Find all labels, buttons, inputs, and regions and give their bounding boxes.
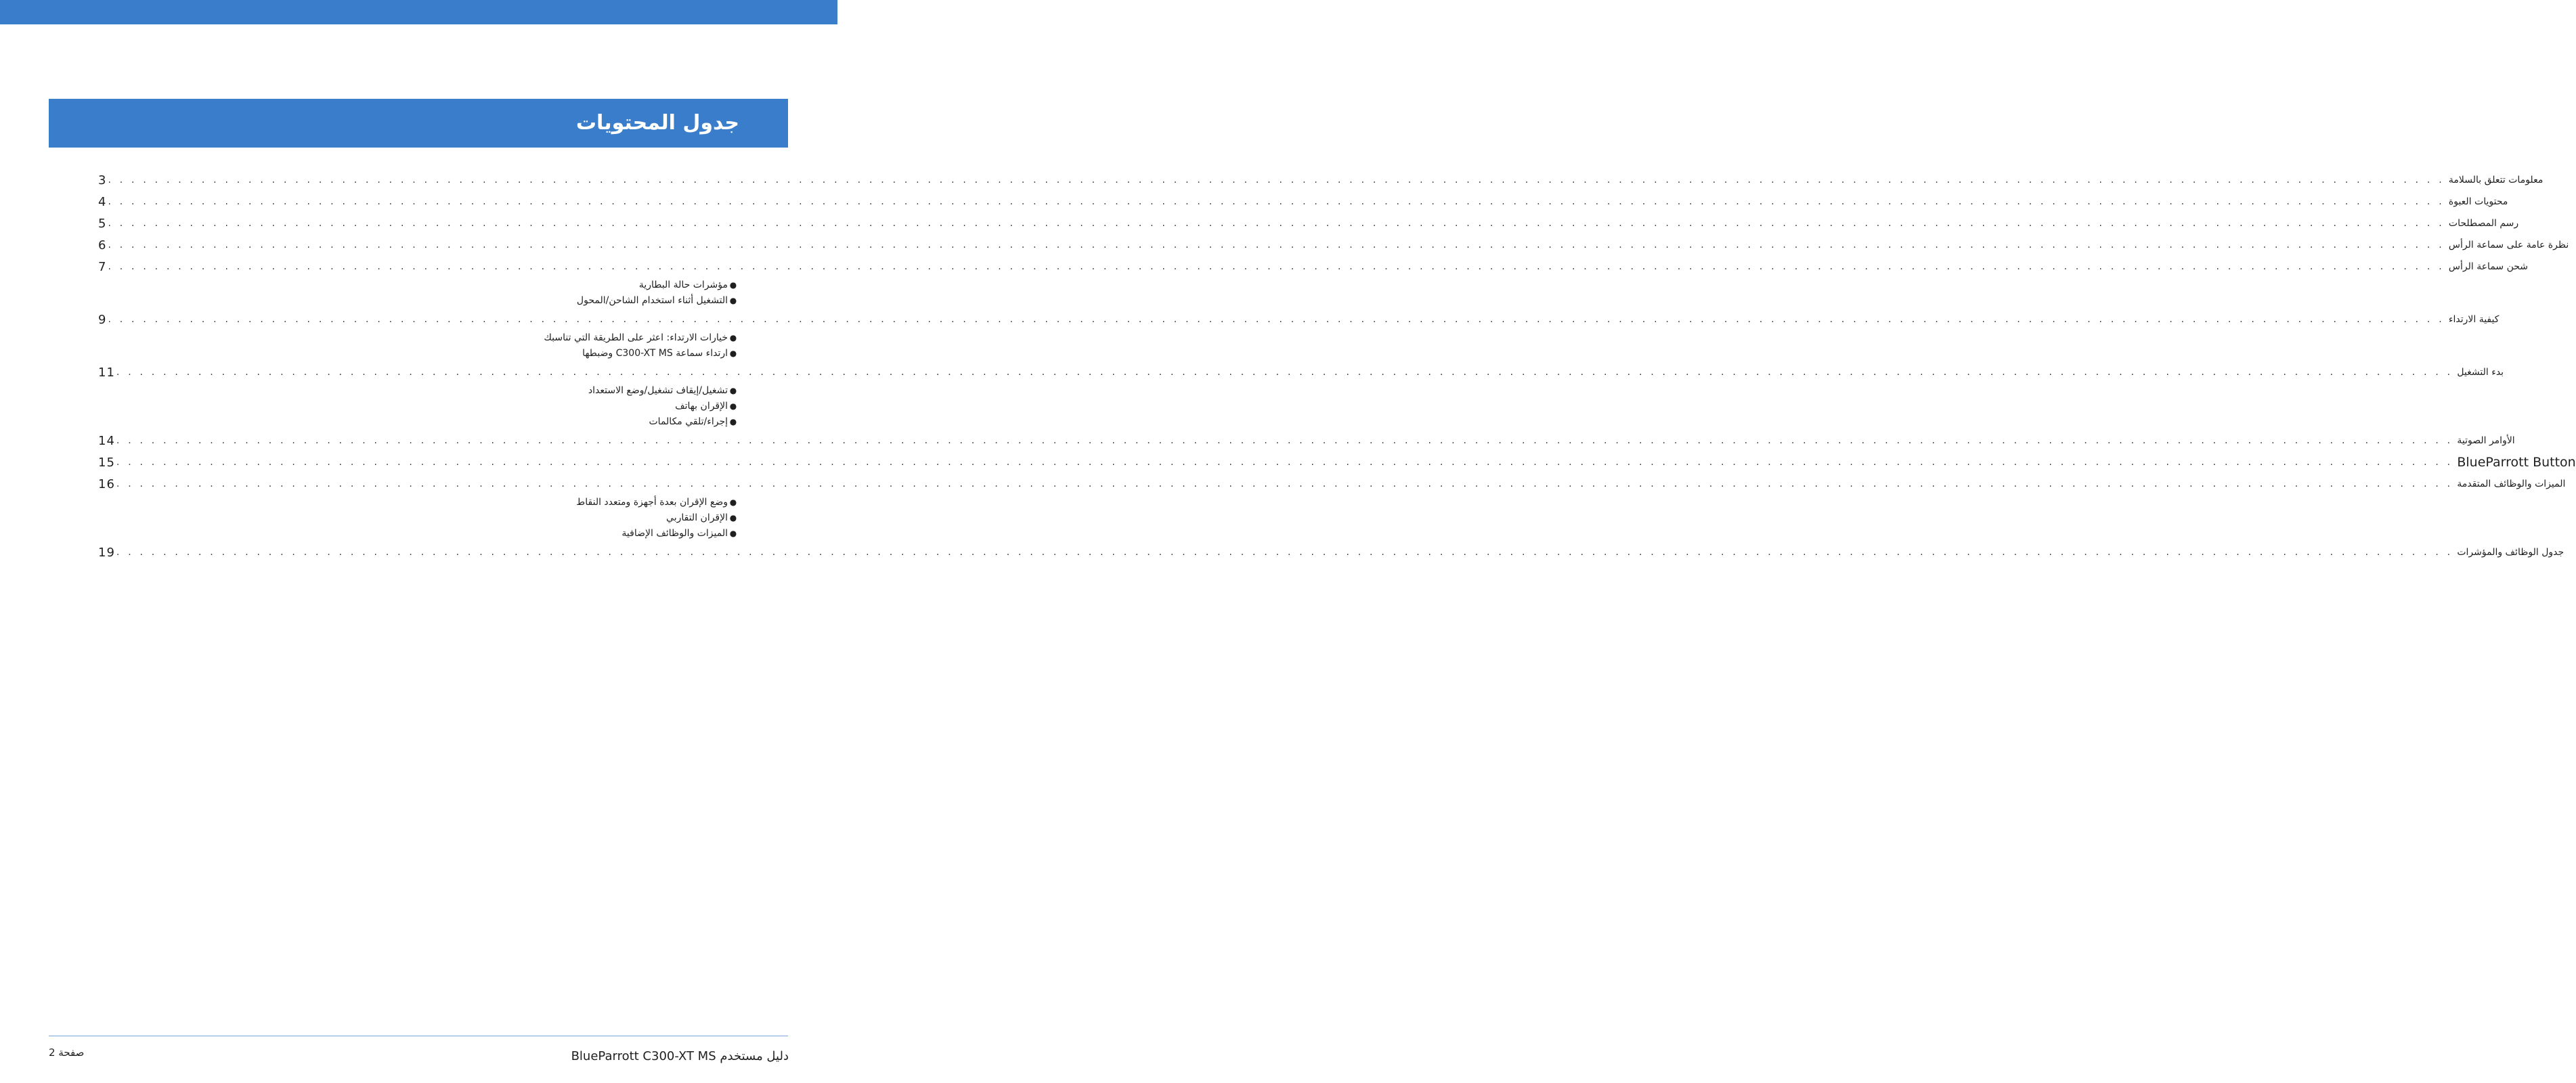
toc-entry-label: BlueParrott Button (2457, 455, 2576, 470)
toc-page-number: 11 (98, 365, 115, 380)
toc-subentry[interactable] (98, 495, 739, 510)
toc-entry-label: شحن سماعة الرأس (2448, 261, 2529, 272)
toc-entry-label: الأوامر الصوتية (2457, 435, 2515, 446)
toc-entry[interactable] (98, 256, 2529, 278)
toc-subentry[interactable] (98, 330, 739, 346)
table-of-contents (98, 169, 2576, 563)
toc-entry-label: معلومات تتعلق بالسلامة (2448, 175, 2544, 185)
toc-dot-leader: . . . . . . . . . . . . . . . . . . . . . . . . . . . . . . . . . . . . . . . . . . . . . . . . . . . . . . . . . . . . . . . . . . . . . . . . . . . . . . . . . . . . . . . . . . . . . . . . . . . . . . . . . . . . . . . . . . . . . . . . . . . . . . . . . . . . . . . . . . . . . . . . . . . . . . . . . . . . . . . . . . . . . . . . . . . . . . . . . . . . . . . . . . . . . . . . . . . . . . . . (108, 261, 2445, 272)
toc-subentry-label: وضع الإقران بعدة أجهزة ومتعدد النقاط (576, 497, 728, 508)
toc-page-number: 3 (98, 173, 107, 187)
toc-entry[interactable] (98, 361, 2504, 383)
toc-page-number: 15 (98, 455, 115, 470)
toc-entry[interactable] (98, 430, 2515, 451)
toc-page-number: 6 (98, 238, 107, 252)
toc-page-number: 14 (98, 433, 115, 448)
toc-dot-leader: . . . . . . . . . . . . . . . . . . . . . . . . . . . . . . . . . . . . . . . . . . . . . . . . . . . . . . . . . . . . . . . . . . . . . . . . . . . . . . . . . . . . . . . . . . . . . . . . . . . . . . . . . . . . . . . . . . . . . . . . . . . . . . . . . . . . . . . . . . . . . . . . . . . . . . . . . . . . . . . . . . . . . . . . . . . . . . . . . . . . . . . . . . . . . . . . . . . . . . . . (116, 457, 2453, 468)
toc-entry-label: نظرة عامة على سماعة الرأس (2448, 240, 2569, 250)
toc-subentry-label: تشغيل/إيقاف تشغيل/وضع الاستعداد (588, 385, 728, 396)
top-color-bar (0, 0, 837, 24)
toc-dot-leader: . . . . . . . . . . . . . . . . . . . . . . . . . . . . . . . . . . . . . . . . . . . . . . . . . . . . . . . . . . . . . . . . . . . . . . . . . . . . . . . . . . . . . . . . . . . . . . . . . . . . . . . . . . . . . . . . . . . . . . . . . . . . . . . . . . . . . . . . . . . . . . . . . . . . . . . . . . . . . . . . . . . . . . . . . . . . . . . . . . . . . . . . . . . . . . . . . . . . . . . . (116, 547, 2453, 558)
toc-entry[interactable] (98, 191, 2508, 213)
toc-entry[interactable] (98, 169, 2544, 191)
title-band (49, 99, 788, 148)
toc-entry[interactable] (98, 451, 2576, 473)
toc-subentry[interactable] (98, 526, 739, 542)
toc-subentry-label: الميزات والوظائف الإضافية (621, 528, 728, 539)
toc-entry[interactable] (98, 542, 2564, 563)
toc-subentry-label: التشغيل أثناء استخدام الشاحن/المحول (576, 295, 728, 306)
toc-entry[interactable] (98, 213, 2519, 234)
toc-page-number: 5 (98, 216, 107, 231)
toc-entry-label: محتويات العبوة (2448, 196, 2508, 207)
bullet-icon: ● (729, 529, 737, 538)
bullet-icon: ● (729, 280, 737, 290)
toc-subentry-label: إجراء/تلقي مكالمات (649, 416, 728, 427)
bullet-icon: ● (729, 349, 737, 358)
footer-page-number: صفحة 2 (49, 1046, 85, 1059)
toc-entry-label: الميزات والوظائف المتقدمة (2457, 479, 2566, 489)
bullet-icon: ● (729, 386, 737, 395)
toc-entry-label: كيفية الارتداء (2448, 314, 2499, 325)
toc-subentry[interactable] (98, 414, 739, 430)
toc-subentry-label: ارتداء سماعة C300-XT MS وضبطها (582, 348, 728, 359)
bullet-icon: ● (729, 333, 737, 342)
page-title: جدول المحتويات (575, 111, 739, 135)
toc-dot-leader: . . . . . . . . . . . . . . . . . . . . . . . . . . . . . . . . . . . . . . . . . . . . . . . . . . . . . . . . . . . . . . . . . . . . . . . . . . . . . . . . . . . . . . . . . . . . . . . . . . . . . . . . . . . . . . . . . . . . . . . . . . . . . . . . . . . . . . . . . . . . . . . . . . . . . . . . . . . . . . . . . . . . . . . . . . . . . . . . . . . . . . . . . . . . . . . . . . . . . . . . (108, 218, 2445, 229)
toc-entry-label: رسم المصطلحات (2448, 218, 2519, 229)
toc-page-number: 9 (98, 312, 107, 327)
toc-subentry[interactable] (98, 293, 739, 309)
bullet-icon: ● (729, 296, 737, 305)
toc-dot-leader: . . . . . . . . . . . . . . . . . . . . . . . . . . . . . . . . . . . . . . . . . . . . . . . . . . . . . . . . . . . . . . . . . . . . . . . . . . . . . . . . . . . . . . . . . . . . . . . . . . . . . . . . . . . . . . . . . . . . . . . . . . . . . . . . . . . . . . . . . . . . . . . . . . . . . . . . . . . . . . . . . . . . . . . . . . . . . . . . . . . . . . . . . . . . . . . . . . . . . . . . (108, 196, 2445, 207)
toc-dot-leader: . . . . . . . . . . . . . . . . . . . . . . . . . . . . . . . . . . . . . . . . . . . . . . . . . . . . . . . . . . . . . . . . . . . . . . . . . . . . . . . . . . . . . . . . . . . . . . . . . . . . . . . . . . . . . . . . . . . . . . . . . . . . . . . . . . . . . . . . . . . . . . . . . . . . . . . . . . . . . . . . . . . . . . . . . . . . . . . . . . . . . . . . . . . . . . . . . . . . . . . . (116, 435, 2453, 446)
toc-subentry[interactable] (98, 346, 739, 361)
bullet-icon: ● (729, 417, 737, 426)
toc-entry[interactable] (98, 309, 2499, 330)
toc-subentry-label: خيارات الارتداء: اعثر على الطريقة التي تناسبك (544, 332, 728, 343)
toc-page-number: 16 (98, 477, 115, 491)
toc-subentry-label: الإقران التقاربي (666, 512, 728, 523)
toc-page-number: 4 (98, 194, 107, 209)
toc-subentry[interactable] (98, 383, 739, 399)
toc-subentry-label: الإقران بهاتف (675, 401, 728, 412)
toc-entry-label: جدول الوظائف والمؤشرات (2457, 547, 2564, 558)
toc-subentry[interactable] (98, 399, 739, 414)
toc-page-number: 7 (98, 259, 107, 274)
toc-dot-leader: . . . . . . . . . . . . . . . . . . . . . . . . . . . . . . . . . . . . . . . . . . . . . . . . . . . . . . . . . . . . . . . . . . . . . . . . . . . . . . . . . . . . . . . . . . . . . . . . . . . . . . . . . . . . . . . . . . . . . . . . . . . . . . . . . . . . . . . . . . . . . . . . . . . . . . . . . . . . . . . . . . . . . . . . . . . . . . . . . . . . . . . . . . . . . . . . . . . . . . . . (108, 314, 2445, 325)
bullet-icon: ● (729, 498, 737, 507)
toc-subentry[interactable] (98, 278, 739, 293)
toc-dot-leader: . . . . . . . . . . . . . . . . . . . . . . . . . . . . . . . . . . . . . . . . . . . . . . . . . . . . . . . . . . . . . . . . . . . . . . . . . . . . . . . . . . . . . . . . . . . . . . . . . . . . . . . . . . . . . . . . . . . . . . . . . . . . . . . . . . . . . . . . . . . . . . . . . . . . . . . . . . . . . . . . . . . . . . . . . . . . . . . . . . . . . . . . . . . . . . . . . . . . . . . . (108, 175, 2445, 185)
toc-dot-leader: . . . . . . . . . . . . . . . . . . . . . . . . . . . . . . . . . . . . . . . . . . . . . . . . . . . . . . . . . . . . . . . . . . . . . . . . . . . . . . . . . . . . . . . . . . . . . . . . . . . . . . . . . . . . . . . . . . . . . . . . . . . . . . . . . . . . . . . . . . . . . . . . . . . . . . . . . . . . . . . . . . . . . . . . . . . . . . . . . . . . . . . . . . . . . . . . . . . . . . . . (116, 367, 2453, 378)
toc-dot-leader: . . . . . . . . . . . . . . . . . . . . . . . . . . . . . . . . . . . . . . . . . . . . . . . . . . . . . . . . . . . . . . . . . . . . . . . . . . . . . . . . . . . . . . . . . . . . . . . . . . . . . . . . . . . . . . . . . . . . . . . . . . . . . . . . . . . . . . . . . . . . . . . . . . . . . . . . . . . . . . . . . . . . . . . . . . . . . . . . . . . . . . . . . . . . . . . . . . . . . . . . (116, 479, 2453, 489)
bullet-icon: ● (729, 401, 737, 411)
toc-entry[interactable] (98, 473, 2566, 495)
toc-entry-label: بدء التشغيل (2457, 367, 2504, 378)
toc-page-number: 19 (98, 545, 115, 560)
bullet-icon: ● (729, 513, 737, 523)
toc-dot-leader: . . . . . . . . . . . . . . . . . . . . . . . . . . . . . . . . . . . . . . . . . . . . . . . . . . . . . . . . . . . . . . . . . . . . . . . . . . . . . . . . . . . . . . . . . . . . . . . . . . . . . . . . . . . . . . . . . . . . . . . . . . . . . . . . . . . . . . . . . . . . . . . . . . . . . . . . . . . . . . . . . . . . . . . . . . . . . . . . . . . . . . . . . . . . . . . . . . . . . . . . (108, 240, 2445, 250)
toc-subentry-label: مؤشرات حالة البطارية (638, 280, 728, 290)
toc-entry[interactable] (98, 234, 2569, 256)
footer-document-title: دليل مستخدم BlueParrott C300-XT MS (571, 1049, 789, 1063)
toc-subentry[interactable] (98, 510, 739, 526)
